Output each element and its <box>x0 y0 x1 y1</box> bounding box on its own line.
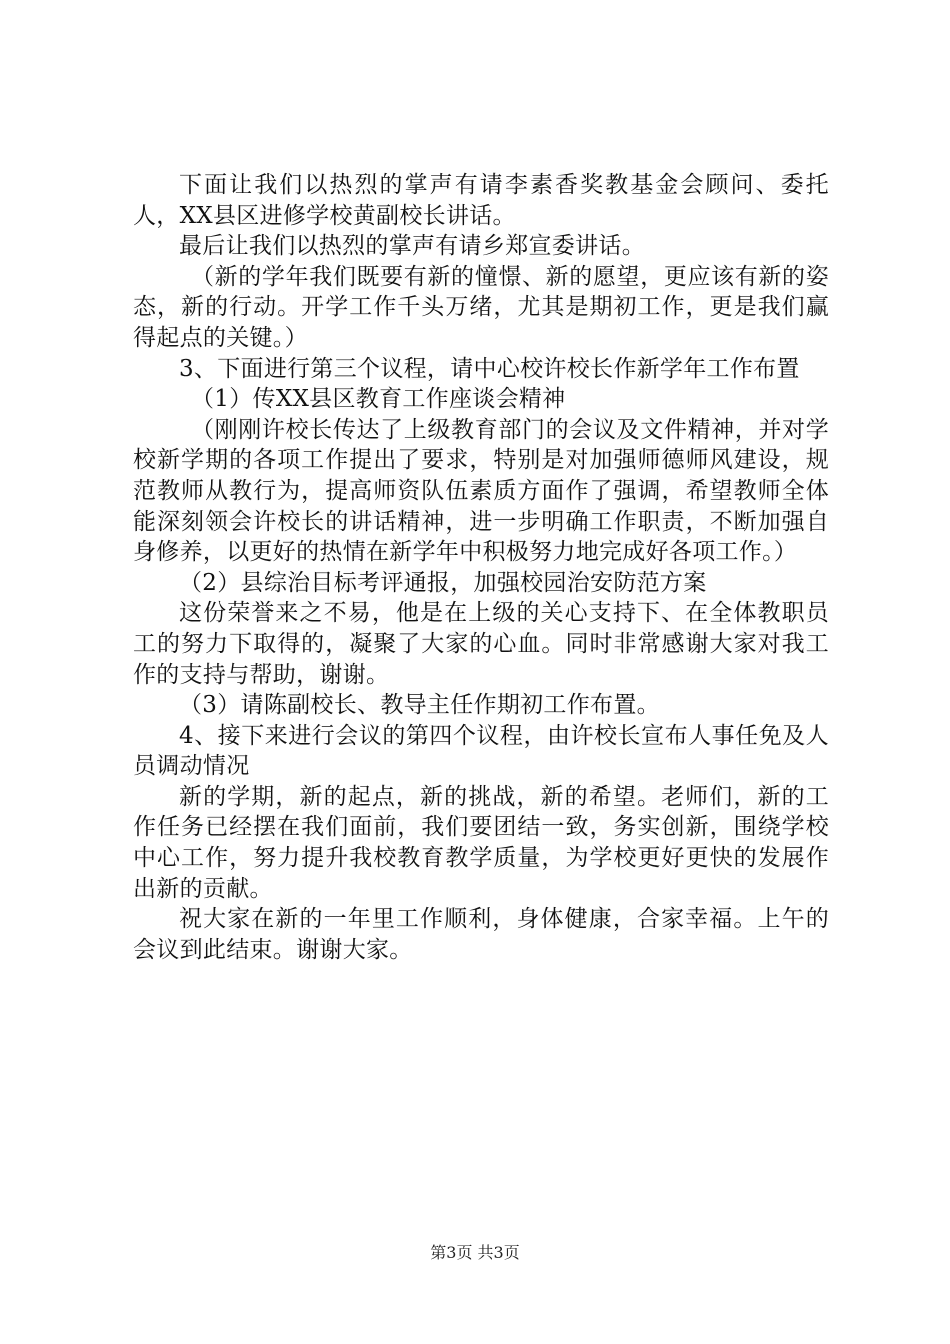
agenda-subitem: （2）县综治目标考评通报，加强校园治安防范方案 <box>179 569 707 596</box>
agenda-item-heading: 4、接下来进行会议的第四个议程，由许校长宣布人事任免及人员调动情况 <box>133 722 829 780</box>
paragraph: 下面让我们以热烈的掌声有请李素香奖教基金会顾问、委托人，XX县区进修学校黄副校长讲话。 <box>133 172 829 229</box>
paragraph: （新的学年我们既要有新的憧憬、新的愿望，更应该有新的姿态，新的行动。开学工作千头万绪，尤其是期初工作，更是我们赢得起点的关键。） <box>133 263 829 351</box>
agenda-subitem: （1）传XX县区教育工作座谈会精神 <box>191 386 566 413</box>
page-number-footer: 第3页 共3页 <box>430 1243 520 1262</box>
paragraph: 祝大家在新的一年里工作顺利，身体健康，合家幸福。上午的会议到此结束。谢谢大家。 <box>133 906 829 963</box>
document-body <box>133 170 829 965</box>
agenda-subitem: （3）请陈副校长、教导主任作期初工作布置。 <box>179 692 660 719</box>
paragraph: 最后让我们以热烈的掌声有请乡郑宣委讲话。 <box>179 233 645 260</box>
paragraph: 这份荣誉来之不易，他是在上级的关心支持下、在全体教职员工的努力下取得的，凝聚了大家的心血。同时非常感谢大家对我工作的支持与帮助，谢谢。 <box>133 600 829 688</box>
paragraph: （刚刚许校长传达了上级教育部门的会议及文件精神，并对学校新学期的各项工作提出了要求，特别是对加强师德师风建设，规范教师从教行为，提高师资队伍素质方面作了强调，希望教师全体能深刻领会许校长的讲话精神，进一步明确工作职责，不断加强自身修养，以更好的热情在新学年中积极努力地完成好各项工作。） <box>133 416 829 566</box>
agenda-item-heading: 3、下面进行第三个议程，请中心校许校长作新学年工作布置 <box>179 355 800 382</box>
paragraph: 新的学期，新的起点，新的挑战，新的希望。老师们，新的工作任务已经摆在我们面前，我们要团结一致，务实创新，围绕学校中心工作，努力提升我校教育教学质量，为学校更好更快的发展作出新的贡献。 <box>133 783 829 902</box>
